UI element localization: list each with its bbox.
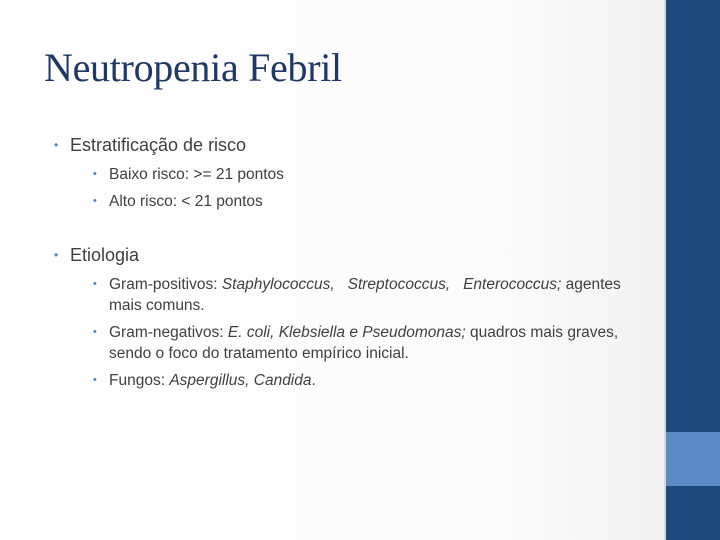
bullet-icon: • <box>54 248 59 262</box>
section-heading: Estratificação de risco <box>70 135 247 155</box>
etiology-items <box>91 274 644 391</box>
bullet-icon: • <box>93 374 97 386</box>
bullet-icon: • <box>93 195 97 207</box>
section-risk-stratification <box>54 134 644 212</box>
item-rest: agentes mais comuns. <box>109 276 621 314</box>
bullet-icon: • <box>93 168 97 180</box>
section-heading: Etiologia <box>70 245 140 265</box>
item-italic: Aspergillus, Candida <box>169 372 312 389</box>
slide-content <box>54 134 644 397</box>
item-italic: Staphylococcus, Streptococcus, Enterococcus; <box>221 276 562 293</box>
section-etiology <box>54 244 644 391</box>
list-item <box>91 370 644 391</box>
item-label: Gram-positivos: <box>109 276 218 293</box>
bullet-icon: • <box>93 326 97 338</box>
list-item <box>91 274 644 316</box>
section-list <box>54 134 644 391</box>
bullet-icon: • <box>54 138 59 152</box>
list-item <box>91 322 644 364</box>
slide-title: Neutropenia Febril <box>44 45 342 90</box>
section-spacer <box>54 218 644 244</box>
sidebar-band-top <box>666 0 720 432</box>
item-label: Fungos: <box>109 372 166 389</box>
item-rest: quadros mais graves, sendo o foco do tratamento empírico inicial. <box>109 324 619 362</box>
sidebar-band-accent <box>666 432 720 486</box>
list-item <box>91 164 644 185</box>
item-text: Alto risco: < 21 pontos <box>109 193 263 210</box>
sidebar-band-bottom <box>666 486 720 540</box>
decorative-sidebar <box>666 0 720 540</box>
bullet-icon: • <box>93 278 97 290</box>
item-italic: E. coli, Klebsiella e Pseudomonas; <box>227 324 466 341</box>
item-label: Gram-negativos: <box>109 324 224 341</box>
item-rest: . <box>311 372 316 389</box>
item-text: Baixo risco: >= 21 pontos <box>109 166 284 183</box>
list-item <box>91 191 644 212</box>
risk-items <box>91 164 644 212</box>
